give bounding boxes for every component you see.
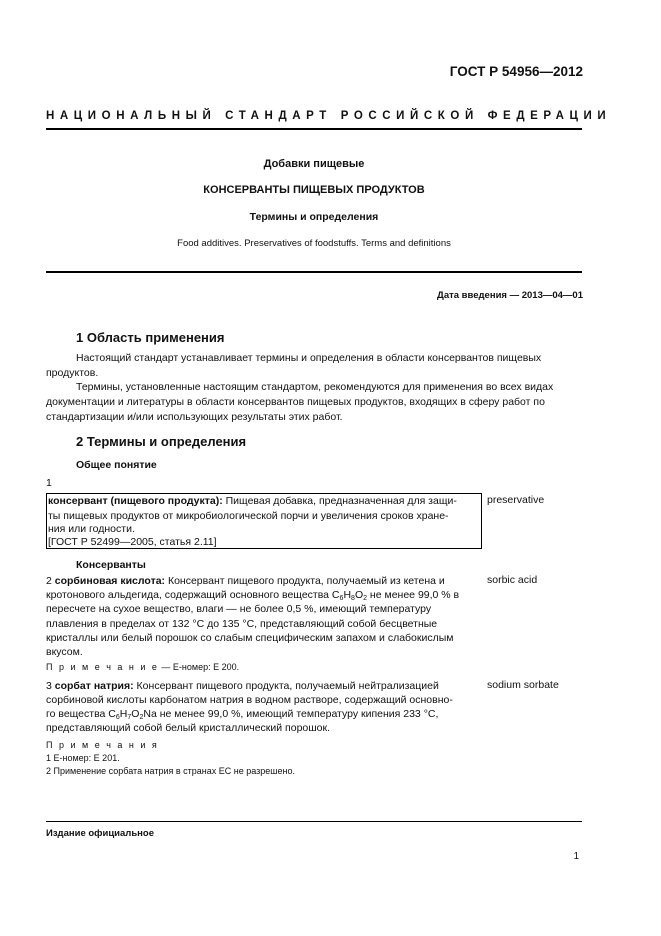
term-3-formula-suffix: Na не менее 99,0 %, имеющий температуру кипения 233 °С,	[143, 708, 439, 720]
term-2-line-3: пересчете на сухое вещество, влаги — не более 0,5 %, имеющий температуру	[46, 603, 432, 615]
formula-element: H	[119, 708, 128, 720]
term-1-line-3: ния или годности.	[48, 523, 135, 535]
term-2-line-5: кристаллы или белый порошок со слабым специфическим запахом и слабокислым	[46, 632, 454, 644]
header-divider	[46, 128, 582, 130]
term-3-name: сорбат натрия:	[54, 680, 134, 692]
subheading-preservatives: Консерванты	[76, 559, 146, 571]
term-2-name: сорбиновая кислота:	[54, 575, 166, 587]
title-line-3: Термины и определения	[249, 211, 379, 223]
term-3-line-1	[46, 679, 478, 694]
term-3-english: sodium sorbate	[487, 679, 559, 691]
term-2-english: sorbic acid	[487, 574, 538, 586]
term-3-formula-prefix: го вещества C	[46, 708, 116, 720]
term-1-reference: [ГОСТ Р 52499—2005, статья 2.11]	[48, 536, 217, 548]
formula-subscript: 2	[363, 595, 368, 602]
title-divider	[46, 271, 582, 273]
term-1-line-2: ты пищевых продуктов от микробиологической порчи и увеличения сроков хране-	[48, 510, 449, 522]
term-3-note-2: 2 Применение сорбата натрия в странах ЕС не разрешено.	[46, 766, 295, 776]
section-2-heading: 2 Термины и определения	[76, 434, 247, 449]
formula-element: O	[354, 589, 364, 601]
subheading-general-concept: Общее понятие	[76, 459, 157, 471]
term-1-english: preservative	[487, 494, 545, 506]
title-line-2: КОНСЕРВАНТЫ ПИЩЕВЫХ ПРОДУКТОВ	[203, 184, 425, 196]
term-3-notes-label: П р и м е ч а н и я	[46, 740, 159, 750]
term-1-def-start: Пищевая добавка, предназначенная для защи-	[222, 495, 457, 507]
term-3-number: 3	[46, 680, 52, 692]
term-2-line-6: вкусом.	[46, 646, 83, 658]
term-2-note	[46, 661, 239, 674]
formula-subscript: 2	[139, 714, 144, 721]
introduction-date: Дата введения — 2013—04—01	[437, 290, 583, 301]
term-2-note-label: П р и м е ч а н и е	[46, 662, 159, 672]
formula-subscript: 7	[127, 714, 132, 721]
document-id: ГОСТ Р 54956—2012	[449, 64, 583, 79]
term-1-number: 1	[46, 477, 52, 489]
footer-divider	[46, 821, 582, 822]
term-3-def-start: Консервант пищевого продукта, получаемый нейтрализацией	[133, 680, 439, 692]
term-1-line-1	[48, 494, 480, 509]
term-2-note-text: — Е-номер: Е 200.	[158, 662, 240, 672]
term-2-formula-prefix: кротонового альдегида, содержащий основного вещества C	[46, 589, 340, 601]
section-1-heading: 1 Область применения	[76, 330, 225, 345]
term-2-formula-suffix: не менее 99,0 % в	[367, 589, 460, 601]
term-2-def-start: Консервант пищевого продукта, получаемый из кетена и	[165, 575, 445, 587]
official-edition-label: Издание официальное	[46, 828, 154, 839]
formula-subscript: 8	[351, 595, 355, 602]
section-1-paragraph-1-line-2: продуктов.	[46, 367, 99, 379]
term-3-line-2: сорбиновой кислоты карбонатом натрия в водном растворе, содержащий основно-	[46, 694, 453, 706]
formula-element: O	[131, 708, 140, 720]
national-standard-heading: НАЦИОНАЛЬНЫЙ СТАНДАРТ РОССИЙСКОЙ ФЕДЕРАЦИИ	[46, 110, 612, 122]
formula-subscript: 6	[339, 595, 344, 602]
formula-subscript: 6	[115, 714, 120, 721]
page-number: 1	[573, 851, 579, 862]
section-1-paragraph-1-line-1: Настоящий стандарт устанавливает термины и определения в области консервантов пищевых	[76, 352, 542, 364]
section-1-paragraph-2-line-3: стандартизации и/или использующих результаты этих работ.	[46, 411, 343, 423]
section-1-paragraph-2-line-2: документации и литературы в области консервантов пищевых продуктов, входящих в сферу работ по	[46, 396, 545, 408]
title-line-1: Добавки пищевые	[263, 158, 365, 170]
term-2-line-1	[46, 574, 478, 589]
term-2-number: 2	[46, 575, 52, 587]
section-1-paragraph-2-line-1: Термины, установленные настоящим стандартом, рекомендуются для применения во всех видах	[76, 381, 554, 393]
title-english: Food additives. Preservatives of foodstuffs. Terms and definitions	[177, 238, 451, 249]
term-1-name: консервант (пищевого продукта):	[48, 495, 223, 507]
term-2-line-4: плавления в пределах от 132 °С до 135 °С, представляющий собой бесцветные	[46, 618, 438, 630]
formula-element: H	[343, 589, 352, 601]
term-3-note-1: 1 Е-номер: Е 201.	[46, 753, 120, 763]
term-3-line-4: представляющий собой белый кристаллический порошок.	[46, 722, 331, 734]
